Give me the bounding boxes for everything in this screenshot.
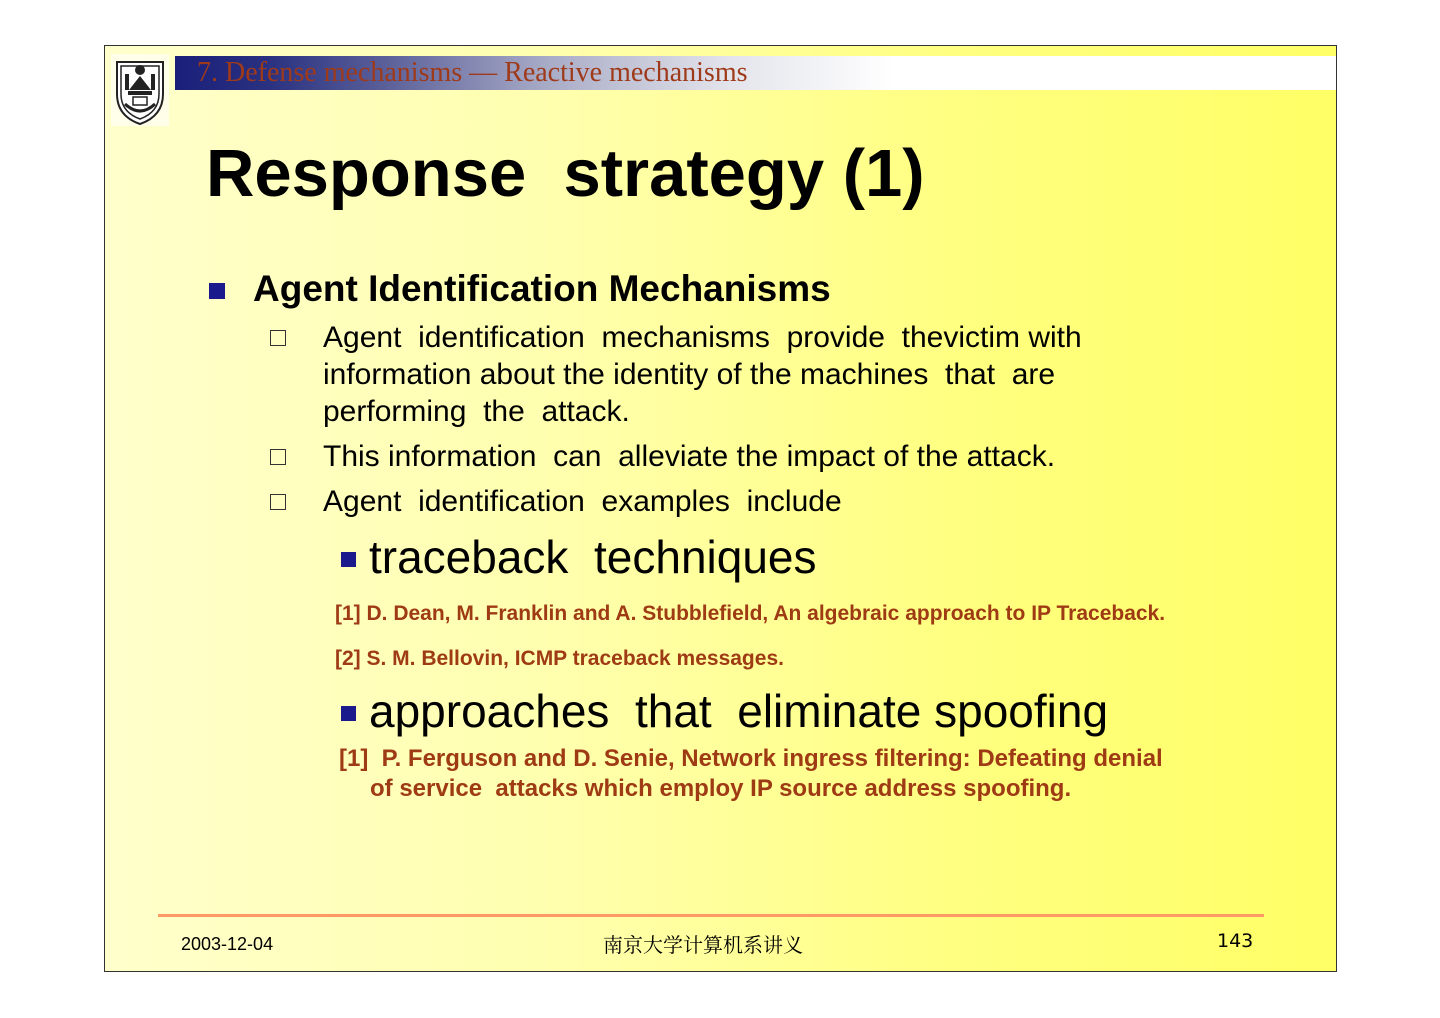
sub-point-line: Agent identification mechanisms provide thevictim with bbox=[323, 321, 1082, 354]
footer-date: 2003-12-04 bbox=[181, 934, 274, 954]
square-bullet-icon bbox=[209, 283, 225, 299]
university-seal-icon bbox=[111, 54, 169, 126]
footer-divider bbox=[158, 914, 1264, 917]
hollow-square-bullet-icon bbox=[270, 330, 286, 346]
square-bullet-icon bbox=[341, 706, 356, 721]
hollow-square-bullet-icon bbox=[270, 494, 286, 510]
reference: [1] D. Dean, M. Franklin and A. Stubblefield, An algebraic approach to IP Traceback. bbox=[335, 602, 1166, 625]
section-header: 7. Defense mechanisms — Reactive mechanisms bbox=[197, 57, 748, 88]
reference: of service attacks which employ IP source address spoofing. bbox=[370, 775, 1072, 802]
heading-text: Agent Identification Mechanisms bbox=[253, 268, 831, 309]
square-bullet-icon bbox=[341, 552, 356, 567]
footer-course-title: 南京大学计算机系讲义 bbox=[603, 933, 803, 957]
sub-point-line: This information can alleviate the impact of the attack. bbox=[323, 440, 1056, 473]
page-number: 143 bbox=[1217, 930, 1254, 952]
reference: [1] P. Ferguson and D. Senie, Network ingress filtering: Defeating denial bbox=[339, 745, 1163, 772]
slide-title: Response strategy (1) bbox=[206, 136, 925, 211]
reference: [2] S. M. Bellovin, ICMP traceback messages. bbox=[335, 647, 784, 670]
sub-point-line: performing the attack. bbox=[323, 395, 630, 428]
slide bbox=[104, 45, 1337, 972]
hollow-square-bullet-icon bbox=[270, 449, 286, 465]
sub-point-line: Agent identification examples include bbox=[323, 485, 842, 518]
sub-point-line: information about the identity of the machines that are bbox=[323, 358, 1056, 391]
example-label: approaches that eliminate spoofing bbox=[369, 685, 1109, 737]
example-label: traceback techniques bbox=[369, 531, 817, 583]
